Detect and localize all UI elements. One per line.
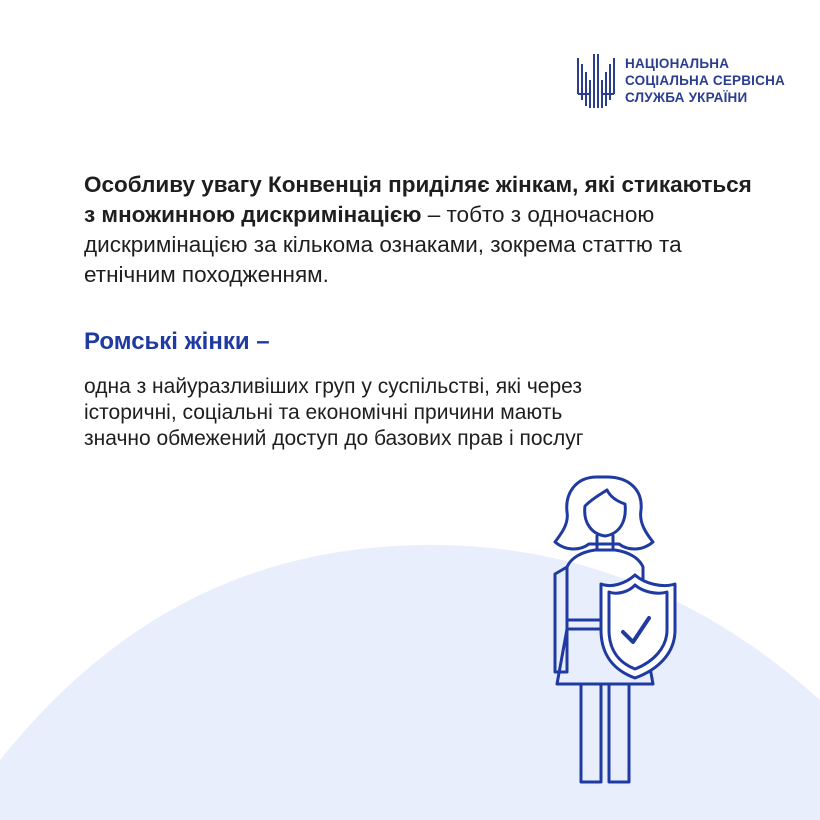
logo-line-3: СЛУЖБА УКРАЇНИ [625, 89, 748, 105]
description-paragraph [84, 374, 764, 452]
logo-line-2: СОЦІАЛЬНА СЕРВІСНА [625, 72, 785, 88]
logo [575, 50, 785, 110]
intro-regular-text: – тобто з одночасною дискримінацією за кількома ознаками, зокрема статтю та етнічним походженням. [84, 202, 682, 287]
description-line-1: одна з найуразливіших груп у суспільстві, які через [84, 375, 583, 398]
intro-paragraph [84, 170, 764, 290]
description-line-3: значно обмежений доступ до базових прав і послуг [84, 427, 584, 450]
description-line-2: історичні, соціальні та економічні причини мають [84, 401, 563, 424]
woman-with-shield-icon [545, 472, 685, 792]
intro-bold-text: Особливу увагу Конвенція приділяє жінкам, які стикаються з множинною дискримінацією [84, 172, 752, 227]
logo-text [625, 55, 785, 106]
logo-line-1: НАЦІОНАЛЬНА [625, 55, 730, 71]
roma-women-heading: Ромські жінки – [84, 328, 270, 355]
trident-emblem-icon [575, 50, 617, 110]
